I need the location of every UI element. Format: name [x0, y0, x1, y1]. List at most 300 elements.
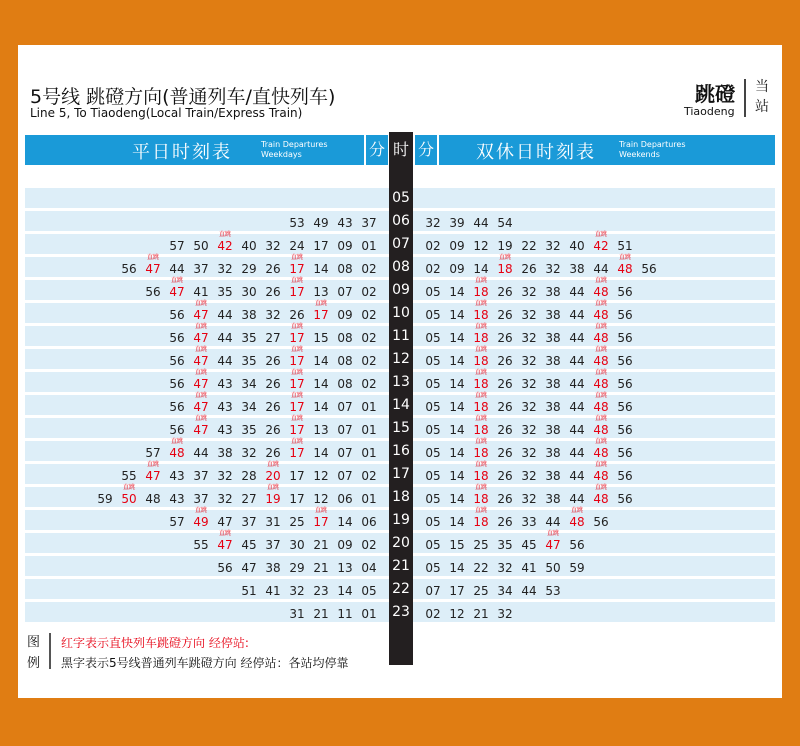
weekend-departure-minute: 15	[449, 538, 465, 552]
weekend-departure-minute: 44	[569, 354, 585, 368]
weekend-departure-minute: 32	[497, 561, 513, 575]
weekend-departure-minute: 56	[617, 331, 633, 345]
express-weekend-departure-minute: 48	[593, 446, 609, 460]
express-tag: 直跳	[474, 507, 487, 514]
express-tag: 直跳	[474, 369, 487, 376]
hour-label: 23	[392, 604, 410, 620]
weekday-departure-minute: 26	[265, 400, 281, 414]
weekday-departure-minute: 01	[361, 492, 377, 506]
weekend-departure-minute: 02	[425, 262, 441, 276]
express-weekend-departure-minute: 48	[593, 423, 609, 437]
weekday-departure-minute: 37	[241, 515, 257, 529]
weekend-departure-minute: 26	[497, 354, 513, 368]
weekend-departure-minute: 44	[569, 377, 585, 391]
station-name-en: Tiaodeng	[684, 105, 735, 118]
weekday-departure-minute: 28	[241, 469, 257, 483]
minute-header-left: 分	[366, 135, 388, 165]
weekend-departure-minute: 59	[569, 561, 585, 575]
express-weekend-departure-minute: 18	[473, 515, 489, 529]
weekday-departure-minute: 56	[169, 377, 185, 391]
express-weekday-departure-minute: 47	[145, 262, 161, 276]
weekday-departure-minute: 06	[337, 492, 353, 506]
hour-label: 13	[392, 374, 410, 390]
weekend-departure-minute: 32	[521, 400, 537, 414]
weekday-departure-minute: 04	[361, 561, 377, 575]
weekend-subtitle-line2: Weekends	[619, 150, 660, 159]
weekend-departure-minute: 05	[425, 538, 441, 552]
weekday-departure-minute: 37	[193, 469, 209, 483]
express-weekend-departure-minute: 48	[593, 377, 609, 391]
weekday-departure-minute: 27	[241, 492, 257, 506]
hour-label: 12	[392, 351, 410, 367]
weekend-departure-minute: 53	[545, 584, 561, 598]
express-weekend-departure-minute: 47	[545, 538, 561, 552]
express-tag: 直跳	[290, 346, 303, 353]
express-tag: 直跳	[194, 300, 207, 307]
weekend-departure-minute: 14	[449, 492, 465, 506]
weekend-departure-minute: 05	[425, 561, 441, 575]
express-weekday-departure-minute: 17	[289, 377, 305, 391]
weekend-departure-minute: 44	[569, 331, 585, 345]
weekend-departure-minute: 44	[521, 584, 537, 598]
weekend-departure-minute: 14	[449, 308, 465, 322]
weekday-departure-minute: 32	[265, 239, 281, 253]
express-weekend-departure-minute: 18	[473, 354, 489, 368]
express-weekday-departure-minute: 20	[265, 469, 281, 483]
weekend-departure-minute: 22	[521, 239, 537, 253]
express-tag: 直跳	[194, 415, 207, 422]
weekend-departure-minute: 35	[497, 538, 513, 552]
weekday-departure-minute: 07	[337, 423, 353, 437]
weekend-departure-minute: 05	[425, 423, 441, 437]
express-tag: 直跳	[570, 507, 583, 514]
weekday-departure-minute: 57	[169, 239, 185, 253]
weekend-departure-minute: 33	[521, 515, 537, 529]
weekend-header	[439, 135, 775, 165]
weekday-departure-minute: 41	[265, 584, 281, 598]
weekend-departure-minute: 12	[449, 607, 465, 621]
weekday-departure-minute: 38	[217, 446, 233, 460]
legend-divider	[49, 633, 51, 669]
weekday-departure-minute: 55	[121, 469, 137, 483]
weekday-departure-minute: 31	[265, 515, 281, 529]
weekday-departure-minute: 15	[313, 331, 329, 345]
express-tag: 直跳	[290, 323, 303, 330]
weekday-departure-minute: 29	[241, 262, 257, 276]
weekend-departure-minute: 14	[473, 262, 489, 276]
express-weekday-departure-minute: 17	[313, 308, 329, 322]
weekend-departure-minute: 50	[545, 561, 561, 575]
weekend-departure-minute: 14	[449, 561, 465, 575]
weekday-departure-minute: 49	[313, 216, 329, 230]
weekend-departure-minute: 44	[569, 423, 585, 437]
weekend-departure-minute: 32	[497, 607, 513, 621]
express-tag: 直跳	[474, 484, 487, 491]
weekday-departure-minute: 37	[193, 262, 209, 276]
express-tag: 直跳	[474, 346, 487, 353]
legend-express: 红字表示直快列车跳磴方向 经停站:	[61, 636, 249, 650]
legend-label: 图例	[27, 635, 41, 671]
express-tag: 直跳	[290, 254, 303, 261]
express-tag: 直跳	[594, 277, 607, 284]
express-tag: 直跳	[122, 484, 135, 491]
weekend-departure-minute: 44	[569, 400, 585, 414]
express-tag: 直跳	[474, 277, 487, 284]
express-tag: 直跳	[290, 392, 303, 399]
express-tag: 直跳	[474, 438, 487, 445]
weekday-departure-minute: 17	[289, 469, 305, 483]
weekday-subtitle	[261, 140, 328, 160]
express-tag: 直跳	[474, 415, 487, 422]
weekday-departure-minute: 14	[313, 377, 329, 391]
express-weekend-departure-minute: 48	[617, 262, 633, 276]
weekend-departure-minute: 05	[425, 354, 441, 368]
weekend-departure-minute: 38	[545, 331, 561, 345]
weekday-departure-minute: 38	[265, 561, 281, 575]
weekday-departure-minute: 38	[241, 308, 257, 322]
weekend-departure-minute: 26	[521, 262, 537, 276]
express-weekend-departure-minute: 18	[473, 400, 489, 414]
weekend-departure-minute: 05	[425, 400, 441, 414]
express-tag: 直跳	[194, 323, 207, 330]
hour-label: 22	[392, 581, 410, 597]
weekday-departure-minute: 11	[337, 607, 353, 621]
express-tag: 直跳	[474, 323, 487, 330]
weekday-departure-minute: 07	[337, 446, 353, 460]
weekday-departure-minute: 14	[313, 262, 329, 276]
weekday-departure-minute: 21	[313, 561, 329, 575]
weekday-departure-minute: 17	[313, 239, 329, 253]
weekday-departure-minute: 55	[193, 538, 209, 552]
hour-label: 21	[392, 558, 410, 574]
express-weekday-departure-minute: 17	[289, 262, 305, 276]
weekend-departure-minute: 17	[449, 584, 465, 598]
weekday-departure-minute: 56	[121, 262, 137, 276]
express-weekday-departure-minute: 17	[289, 400, 305, 414]
timetable-card	[18, 45, 782, 698]
weekend-departure-minute: 56	[593, 515, 609, 529]
weekend-departure-minute: 38	[545, 492, 561, 506]
weekend-departure-minute: 26	[497, 400, 513, 414]
weekend-departure-minute: 14	[449, 446, 465, 460]
weekday-departure-minute: 01	[361, 607, 377, 621]
express-tag: 直跳	[474, 300, 487, 307]
weekend-departure-minute: 05	[425, 515, 441, 529]
weekend-title: 双休日时刻表	[476, 142, 596, 163]
weekday-departure-minute: 08	[337, 262, 353, 276]
express-tag: 直跳	[546, 530, 559, 537]
weekday-departure-minute: 14	[313, 354, 329, 368]
weekend-departure-minute: 26	[497, 331, 513, 345]
express-tag: 直跳	[474, 461, 487, 468]
express-weekday-departure-minute: 47	[169, 285, 185, 299]
express-weekday-departure-minute: 17	[289, 331, 305, 345]
weekday-departure-minute: 37	[361, 216, 377, 230]
weekday-departure-minute: 14	[337, 515, 353, 529]
express-tag: 直跳	[594, 346, 607, 353]
weekday-departure-minute: 32	[217, 469, 233, 483]
express-weekend-departure-minute: 48	[593, 331, 609, 345]
weekend-departure-minute: 26	[497, 446, 513, 460]
weekday-departure-minute: 43	[217, 377, 233, 391]
weekday-departure-minute: 45	[241, 538, 257, 552]
weekend-departure-minute: 14	[449, 469, 465, 483]
weekend-departure-minute: 56	[617, 354, 633, 368]
weekend-departure-minute: 32	[521, 492, 537, 506]
weekday-departure-minute: 59	[97, 492, 113, 506]
weekend-departure-minute: 32	[425, 216, 441, 230]
weekday-departure-minute: 13	[337, 561, 353, 575]
weekday-departure-minute: 12	[313, 469, 329, 483]
weekend-departure-minute: 14	[449, 515, 465, 529]
express-weekend-departure-minute: 18	[473, 377, 489, 391]
weekend-departure-minute: 32	[521, 308, 537, 322]
express-weekday-departure-minute: 48	[169, 446, 185, 460]
weekday-departure-minute: 43	[169, 492, 185, 506]
express-tag: 直跳	[594, 300, 607, 307]
express-tag: 直跳	[594, 461, 607, 468]
weekend-departure-minute: 38	[545, 446, 561, 460]
weekend-departure-minute: 56	[617, 423, 633, 437]
weekend-departure-minute: 32	[521, 469, 537, 483]
express-tag: 直跳	[290, 369, 303, 376]
weekday-departure-minute: 44	[217, 331, 233, 345]
express-weekday-departure-minute: 47	[193, 400, 209, 414]
express-weekend-departure-minute: 18	[473, 423, 489, 437]
weekday-departure-minute: 32	[241, 446, 257, 460]
weekday-departure-minute: 57	[169, 515, 185, 529]
weekday-departure-minute: 26	[265, 262, 281, 276]
hour-header: 时	[392, 140, 409, 159]
express-tag: 直跳	[290, 438, 303, 445]
weekday-departure-minute: 56	[217, 561, 233, 575]
express-weekend-departure-minute: 18	[473, 331, 489, 345]
weekend-departure-minute: 56	[641, 262, 657, 276]
express-tag: 直跳	[218, 231, 231, 238]
express-weekday-departure-minute: 47	[193, 308, 209, 322]
weekday-departure-minute: 02	[361, 469, 377, 483]
hour-label: 18	[392, 489, 410, 505]
weekday-departure-minute: 47	[217, 515, 233, 529]
weekend-departure-minute: 14	[449, 331, 465, 345]
express-weekend-departure-minute: 48	[593, 492, 609, 506]
weekend-departure-minute: 34	[497, 584, 513, 598]
weekday-departure-minute: 26	[265, 285, 281, 299]
express-weekday-departure-minute: 47	[193, 331, 209, 345]
express-weekday-departure-minute: 47	[193, 377, 209, 391]
weekday-departure-minute: 44	[169, 262, 185, 276]
weekend-departure-minute: 14	[449, 354, 465, 368]
weekend-departure-minute: 26	[497, 492, 513, 506]
weekend-departure-minute: 26	[497, 423, 513, 437]
weekday-departure-minute: 14	[313, 446, 329, 460]
weekday-departure-minute: 01	[361, 239, 377, 253]
weekday-departure-minute: 02	[361, 308, 377, 322]
weekend-departure-minute: 38	[569, 262, 585, 276]
weekend-departure-minute: 56	[617, 377, 633, 391]
express-tag: 直跳	[170, 277, 183, 284]
weekend-departure-minute: 05	[425, 492, 441, 506]
weekday-departure-minute: 47	[241, 561, 257, 575]
weekday-departure-minute: 43	[217, 423, 233, 437]
weekday-departure-minute: 14	[337, 584, 353, 598]
line-title-en: Line 5, To Tiaodeng(Local Train/Express Train)	[30, 106, 303, 120]
weekday-departure-minute: 44	[193, 446, 209, 460]
weekday-departure-minute: 37	[193, 492, 209, 506]
weekday-departure-minute: 32	[289, 584, 305, 598]
weekday-departure-minute: 53	[289, 216, 305, 230]
weekday-departure-minute: 35	[241, 354, 257, 368]
express-weekend-departure-minute: 18	[473, 285, 489, 299]
express-weekend-departure-minute: 48	[593, 285, 609, 299]
weekend-departure-minute: 38	[545, 308, 561, 322]
weekday-departure-minute: 35	[241, 423, 257, 437]
weekend-departure-minute: 26	[497, 285, 513, 299]
hour-label: 09	[392, 282, 410, 298]
weekday-departure-minute: 08	[337, 331, 353, 345]
weekday-departure-minute: 50	[193, 239, 209, 253]
weekend-departure-minute: 26	[497, 308, 513, 322]
weekend-departure-minute: 25	[473, 538, 489, 552]
weekend-departure-minute: 39	[449, 216, 465, 230]
express-tag: 直跳	[194, 507, 207, 514]
weekday-subtitle-line1: Train Departures	[261, 140, 328, 149]
express-weekend-departure-minute: 48	[593, 400, 609, 414]
weekend-departure-minute: 44	[545, 515, 561, 529]
weekday-departure-minute: 01	[361, 446, 377, 460]
express-tag: 直跳	[314, 507, 327, 514]
weekend-departure-minute: 54	[497, 216, 513, 230]
weekday-departure-minute: 48	[145, 492, 161, 506]
weekend-departure-minute: 38	[545, 377, 561, 391]
weekday-departure-minute: 43	[217, 400, 233, 414]
express-tag: 直跳	[146, 254, 159, 261]
weekday-departure-minute: 56	[169, 354, 185, 368]
weekday-departure-minute: 08	[337, 377, 353, 391]
weekday-departure-minute: 26	[289, 308, 305, 322]
express-weekend-departure-minute: 18	[473, 446, 489, 460]
weekday-departure-minute: 57	[145, 446, 161, 460]
weekday-departure-minute: 02	[361, 285, 377, 299]
weekday-departure-minute: 09	[337, 239, 353, 253]
weekend-departure-minute: 14	[449, 423, 465, 437]
weekend-departure-minute: 02	[425, 239, 441, 253]
weekend-departure-minute: 44	[569, 285, 585, 299]
weekday-departure-minute: 06	[361, 515, 377, 529]
express-weekday-departure-minute: 42	[217, 239, 233, 253]
weekend-departure-minute: 26	[497, 515, 513, 529]
weekday-departure-minute: 07	[337, 285, 353, 299]
weekday-departure-minute: 13	[313, 423, 329, 437]
weekend-departure-minute: 44	[593, 262, 609, 276]
hour-label: 06	[392, 213, 410, 229]
express-tag: 直跳	[498, 254, 511, 261]
weekday-departure-minute: 01	[361, 400, 377, 414]
express-tag: 直跳	[594, 415, 607, 422]
weekday-departure-minute: 01	[361, 423, 377, 437]
weekday-departure-minute: 56	[169, 400, 185, 414]
weekend-departure-minute: 44	[569, 492, 585, 506]
weekend-departure-minute: 05	[425, 331, 441, 345]
weekday-header	[25, 135, 364, 165]
weekday-departure-minute: 29	[289, 561, 305, 575]
express-weekend-departure-minute: 18	[473, 308, 489, 322]
hour-label: 14	[392, 397, 410, 413]
express-weekday-departure-minute: 17	[289, 354, 305, 368]
weekend-departure-minute: 05	[425, 308, 441, 322]
express-tag: 直跳	[314, 300, 327, 307]
weekday-subtitle-line2: Weekdays	[261, 150, 302, 159]
weekday-departure-minute: 43	[337, 216, 353, 230]
weekday-departure-minute: 30	[289, 538, 305, 552]
weekend-departure-minute: 32	[521, 423, 537, 437]
weekend-departure-minute: 38	[545, 423, 561, 437]
weekend-subtitle	[619, 140, 686, 160]
weekend-departure-minute: 44	[569, 469, 585, 483]
weekday-departure-minute: 44	[217, 354, 233, 368]
express-tag: 直跳	[594, 484, 607, 491]
weekday-departure-minute: 30	[241, 285, 257, 299]
weekend-departure-minute: 26	[497, 469, 513, 483]
weekday-departure-minute: 12	[313, 492, 329, 506]
weekday-departure-minute: 07	[337, 400, 353, 414]
weekend-departure-minute: 38	[545, 354, 561, 368]
express-weekday-departure-minute: 17	[289, 446, 305, 460]
weekday-departure-minute: 31	[289, 607, 305, 621]
express-tag: 直跳	[170, 438, 183, 445]
weekend-departure-minute: 05	[425, 446, 441, 460]
weekend-departure-minute: 09	[449, 262, 465, 276]
express-weekday-departure-minute: 47	[193, 423, 209, 437]
weekday-departure-minute: 02	[361, 354, 377, 368]
weekday-departure-minute: 43	[169, 469, 185, 483]
weekend-departure-minute: 02	[425, 607, 441, 621]
weekend-departure-minute: 14	[449, 285, 465, 299]
express-weekend-departure-minute: 48	[593, 308, 609, 322]
express-tag: 直跳	[594, 438, 607, 445]
express-weekday-departure-minute: 47	[193, 354, 209, 368]
hour-label: 07	[392, 236, 410, 252]
weekend-departure-minute: 21	[473, 607, 489, 621]
weekend-subtitle-line1: Train Departures	[619, 140, 686, 149]
weekend-departure-minute: 26	[497, 377, 513, 391]
weekend-departure-minute: 38	[545, 469, 561, 483]
express-weekend-departure-minute: 42	[593, 239, 609, 253]
express-weekend-departure-minute: 48	[593, 354, 609, 368]
weekend-departure-minute: 19	[497, 239, 513, 253]
hour-label: 08	[392, 259, 410, 275]
hour-label: 16	[392, 443, 410, 459]
express-weekday-departure-minute: 19	[265, 492, 281, 506]
weekday-title: 平日时刻表	[132, 142, 232, 163]
express-weekend-departure-minute: 18	[497, 262, 513, 276]
weekday-departure-minute: 25	[289, 515, 305, 529]
weekday-departure-minute: 02	[361, 377, 377, 391]
weekday-departure-minute: 02	[361, 262, 377, 276]
hour-label: 19	[392, 512, 410, 528]
weekend-departure-minute: 14	[449, 377, 465, 391]
hour-label: 17	[392, 466, 410, 482]
express-weekend-departure-minute: 18	[473, 492, 489, 506]
weekday-departure-minute: 14	[313, 400, 329, 414]
weekday-departure-minute: 32	[217, 262, 233, 276]
express-tag: 直跳	[594, 231, 607, 238]
weekend-departure-minute: 40	[569, 239, 585, 253]
weekday-departure-minute: 56	[169, 331, 185, 345]
weekend-departure-minute: 14	[449, 400, 465, 414]
express-weekday-departure-minute: 17	[313, 515, 329, 529]
weekend-departure-minute: 32	[521, 331, 537, 345]
